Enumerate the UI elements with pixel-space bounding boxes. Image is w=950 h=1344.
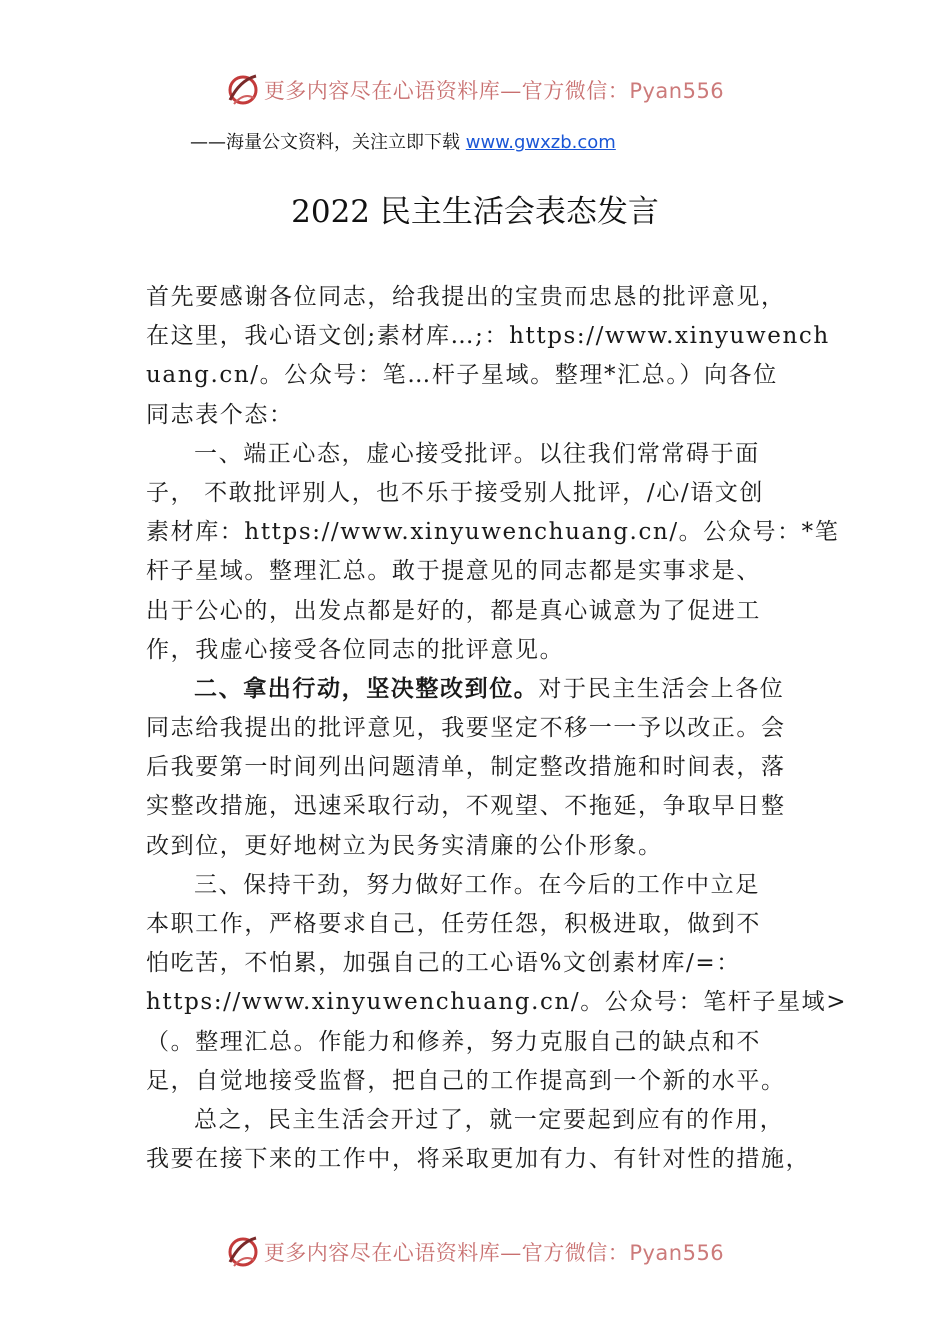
paragraph-line: 足，自觉地接受监督，把自己的工作提高到一个新的水平。 xyxy=(146,1067,786,1094)
download-link[interactable]: www.gwxzb.com xyxy=(465,132,616,153)
paragraph-line: 一、端正心态，虚心接受批评。以往我们常常碍于面 xyxy=(194,440,760,467)
paragraph-line: 杆子星域。整理汇总。敢于提意见的同志都是实事求是、 xyxy=(146,558,761,585)
paragraph-line: 出于公心的，出发点都是好的，都是真心诚意为了促进工 xyxy=(146,597,761,624)
section-heading: 二、拿出行动，坚决整改到位。 xyxy=(194,675,539,702)
paragraph-line: 我要在接下来的工作中，将采取更加有力、有针对性的措施， xyxy=(146,1146,811,1173)
paragraph-line: 三、保持干劲，努力做好工作。在今后的工作中立足 xyxy=(194,871,760,898)
document-title: 2022 民主生活会表态发言 xyxy=(291,194,659,230)
paragraph-line: 实整改措施，迅速采取行动，不观望、不拖延，争取早日整 xyxy=(146,793,786,820)
paragraph-line: 二、拿出行动，坚决整改到位。对于民主生活会上各位 xyxy=(194,675,785,702)
paragraph-line: 同志表个态： xyxy=(146,401,294,428)
paragraph-line: uang.cn/。公众号：笔…杆子星域。整理*汇总。）向各位 xyxy=(146,362,778,389)
paragraph-line: 改到位，更好地树立为民务实清廉的公仆形象。 xyxy=(146,832,663,859)
paragraph-line: 作，我虚心接受各位同志的批评意见。 xyxy=(146,636,565,663)
paragraph-line: 首先要感谢各位同志，给我提出的宝贵而忠恳的批评意见， xyxy=(146,284,786,310)
footer-banner xyxy=(0,1232,950,1272)
paragraph-line: 总之，民主生活会开过了，就一定要起到应有的作用， xyxy=(194,1106,785,1133)
paragraph-line: 素材库：https://www.xinyuwenchuang.cn/。公众号：*笔 xyxy=(146,519,840,546)
paragraph-line: https://www.xinyuwenchuang.cn/。公众号：笔杆子星域> xyxy=(146,989,848,1016)
logo-icon xyxy=(226,70,260,110)
download-notice: ——海量公文资料，关注立即下载 www.gwxzb.com xyxy=(190,132,616,153)
paragraph-line: 本职工作，严格要求自己，任劳任怨，积极进取，做到不 xyxy=(146,911,761,937)
paragraph-line: 子， 不敢批评别人，也不乐于接受别人批评，/心/语文创 xyxy=(146,479,765,506)
banner-text: 更多内容尽在心语资料库—官方微信：Pyan556 xyxy=(263,1241,725,1265)
paragraph-line: 同志给我提出的批评意见，我要坚定不移一一予以改正。会 xyxy=(146,715,786,742)
document-body xyxy=(146,278,848,1179)
paragraph-line: 在这里，我心语文创;素材库…;：https://www.xinyuwench xyxy=(146,323,830,350)
paragraph-line: 后我要第一时间列出问题清单，制定整改措施和时间表，落 xyxy=(146,754,786,781)
logo-icon xyxy=(226,1232,260,1272)
header-banner xyxy=(0,70,950,110)
paragraph-line: 怕吃苦，不怕累，加强自己的工心语%文创素材库/=： xyxy=(146,950,741,977)
banner-text: 更多内容尽在心语资料库—官方微信：Pyan556 xyxy=(263,79,725,103)
paragraph-line: （。整理汇总。作能力和修养，努力克服自己的缺点和不 xyxy=(146,1028,761,1055)
